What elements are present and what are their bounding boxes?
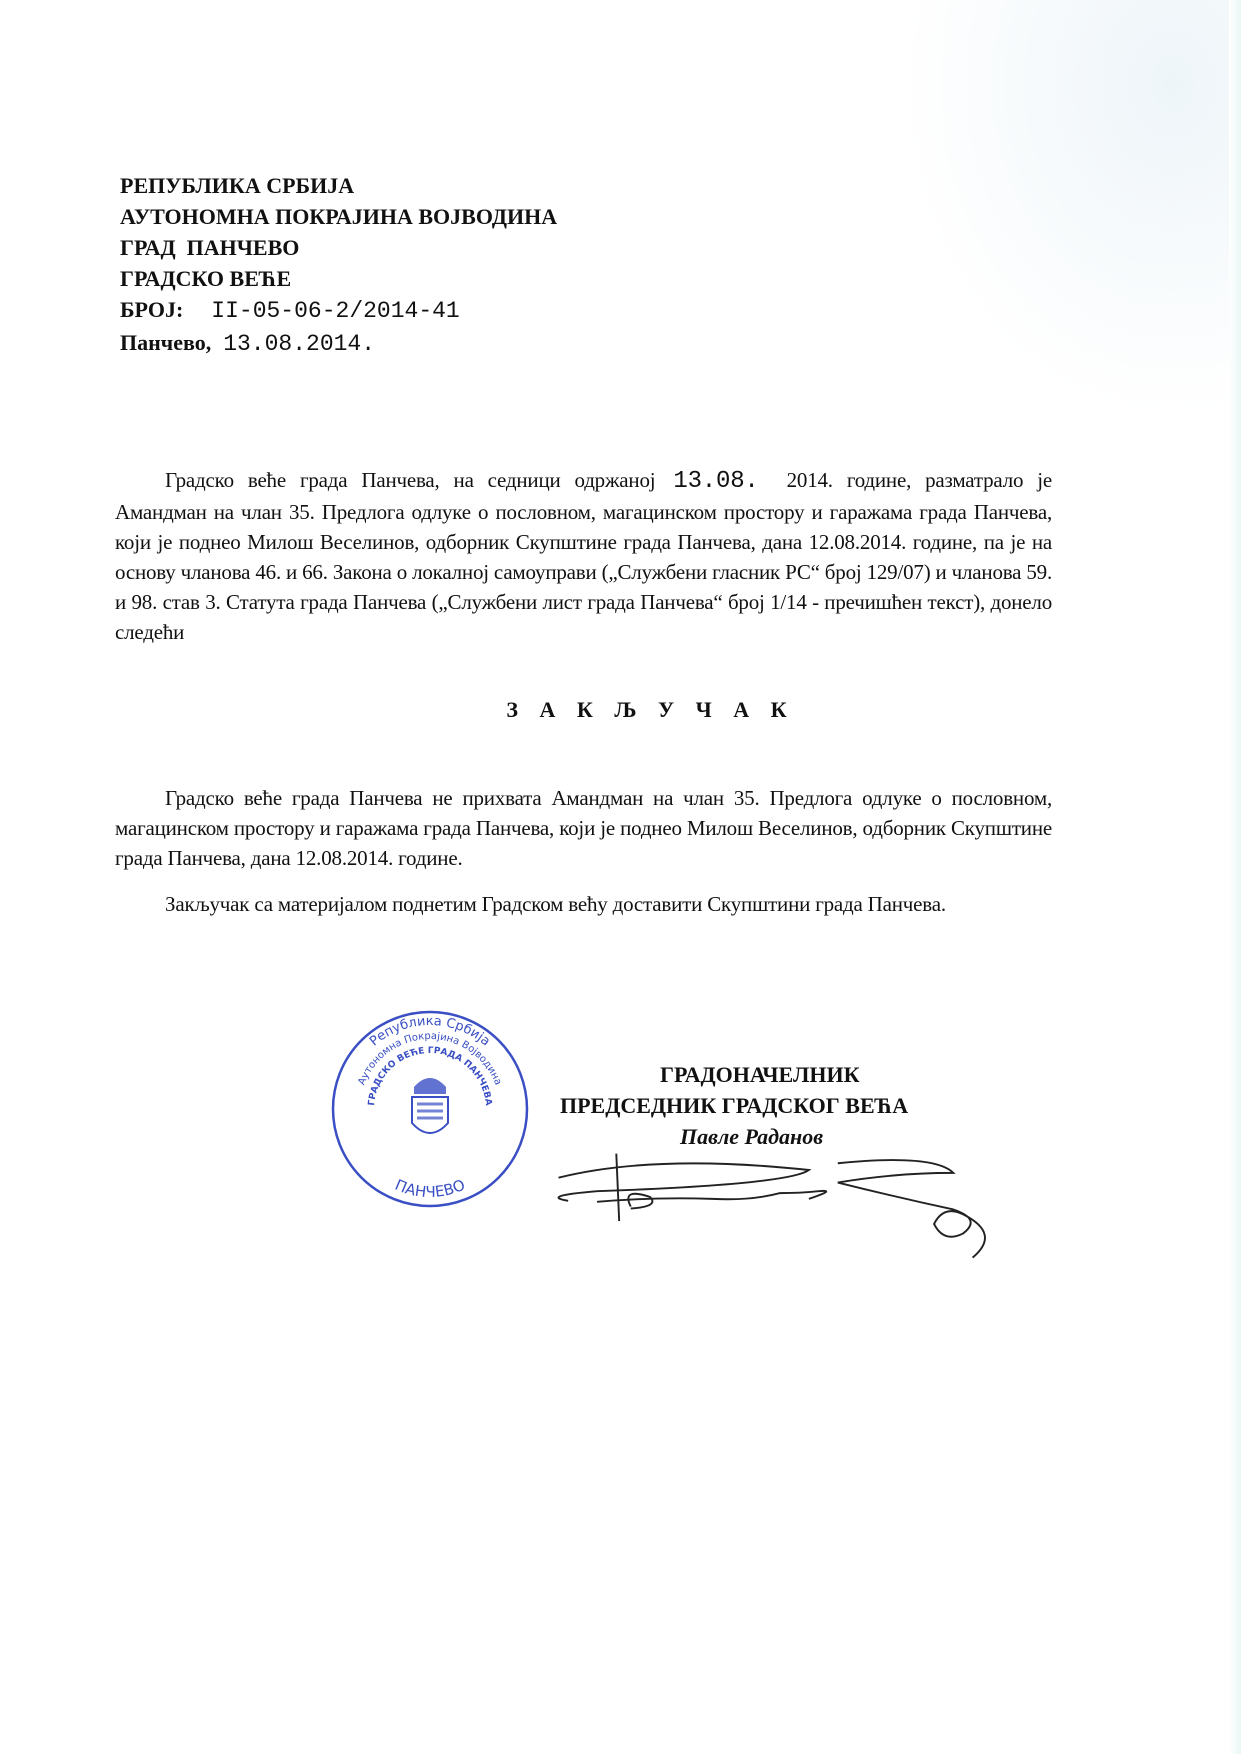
header-country: РЕПУБЛИКА СРБИЈА	[120, 173, 355, 198]
place-label: Панчево,	[120, 330, 212, 355]
stamp-bottom-text: ПАНЧЕВО	[392, 1175, 468, 1202]
official-stamp	[330, 1009, 530, 1209]
header-province: АУТОНОМНА ПОКРАЈИНА ВОЈВОДИНА	[120, 204, 558, 229]
conclusion-paragraph-2: Закључак са материјалом поднетим Градском већу доставити Скупштини града Панчева.	[165, 892, 946, 916]
header-number-row	[120, 294, 1241, 327]
date-value: 13.08.2014.	[223, 331, 376, 357]
document-body	[0, 170, 1241, 1269]
header-date-row	[120, 327, 1241, 360]
number-label: БРОЈ:	[120, 297, 184, 322]
header-council: ГРАДСКО ВЕЋЕ	[120, 266, 292, 291]
intro-text-1: Градско веће града Панчева, на седници одржаној	[165, 468, 656, 492]
signer-title-mayor: ГРАДОНАЧЕЛНИК	[660, 1062, 860, 1087]
signer-name: Павле Раданов	[680, 1124, 824, 1149]
stamp-middle-text: Аутономна Покрајина Војводина	[356, 1030, 504, 1087]
signer-title-president: ПРЕДСЕДНИК ГРАДСКОГ ВЕЋА	[560, 1093, 909, 1118]
signature-area	[0, 1009, 1241, 1269]
session-date: 13.08.	[673, 468, 759, 495]
signature-block	[560, 1059, 909, 1152]
number-value: II-05-06-2/2014-41	[211, 298, 460, 324]
coat-of-arms-icon	[412, 1078, 448, 1133]
stamp-inner-text: ГРАДСКО ВЕЋЕ ГРАДА ПАНЧЕВА	[367, 1045, 493, 1107]
header-city: ГРАД ПАНЧЕВО	[120, 235, 300, 260]
stamp-outer-text: Република Србија	[367, 1013, 493, 1050]
intro-text-2: 2014. године, разматрало је Амандман на члан 35. Предлога одлуке о пословном, магацинском простору и гаражама града Панчева, који је поднео Милош Веселинов, одборник Скупштине града Панчева, дана 12.08.2014. године, па је на основу чланова 46. и 66. Закона о локалној самоуправи („Службени гласник РС“ број 129/07) и чланова 59. и 98. став 3. Статута града Панчева („Службени лист града Панчева“ број 1/14 - пречишћен текст), донело следећи	[115, 468, 1053, 644]
document-title: З А К Љ У Ч А К	[506, 697, 795, 722]
conclusion-paragraph-1: Градско веће града Панчева не прихвата Амандман на члан 35. Предлога одлуке о пословном, магацинском простору и гаражама града Панчева, који је поднео Милош Веселинов, одборник Скупштине града Панчева, дана 12.08.2014. године.	[115, 786, 1052, 870]
document-header	[120, 170, 1241, 360]
intro-paragraph	[115, 465, 1052, 647]
